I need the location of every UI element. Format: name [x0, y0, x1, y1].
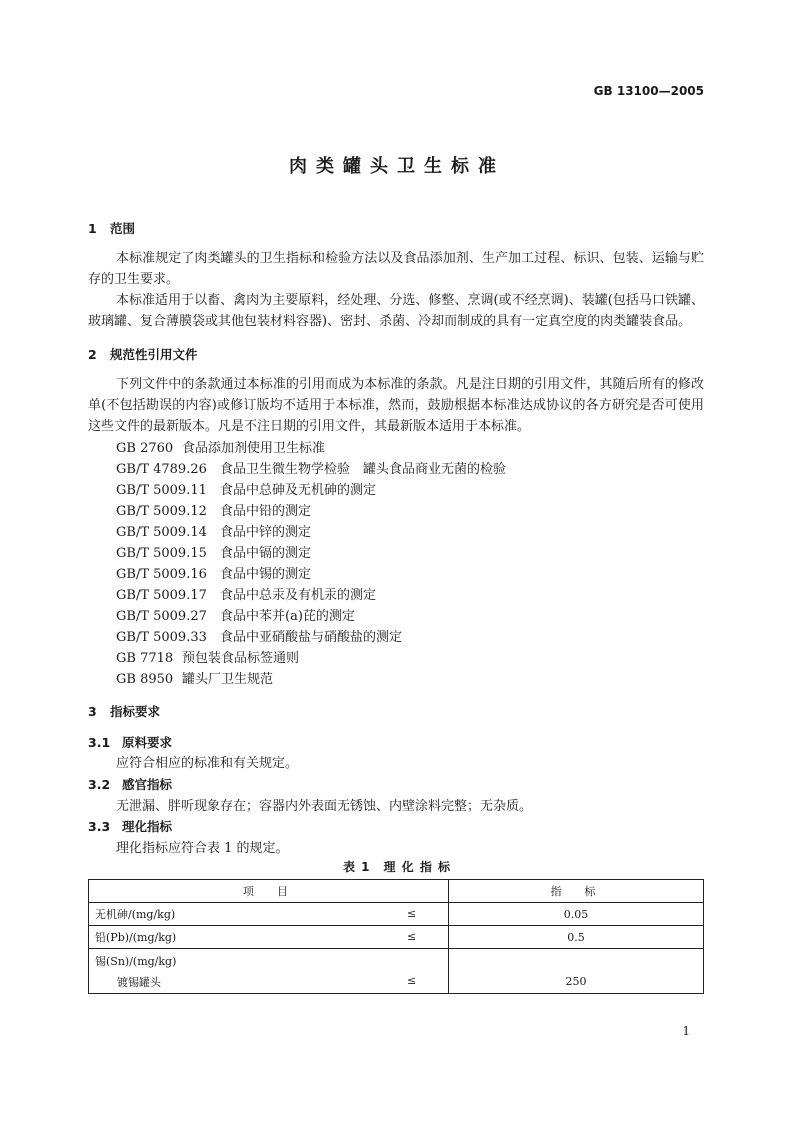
reference-item	[116, 563, 311, 582]
table-header-item: 项 目	[89, 880, 449, 903]
reference-item	[116, 500, 311, 519]
less-equal-symbol: ≤	[407, 930, 417, 943]
item-label: 锡(Sn)/(mg/kg)	[95, 955, 177, 968]
reference-code: GB/T 5009.27	[116, 609, 207, 624]
section-number: 3.3	[88, 819, 111, 834]
reference-name: 预包装食品标签通则	[182, 651, 300, 666]
reference-name: 食品中锌的测定	[220, 525, 312, 540]
item-label: 铅(Pb)/(mg/kg)	[95, 931, 177, 944]
reference-code: GB/T 5009.16	[116, 567, 207, 582]
reference-item	[116, 479, 376, 498]
reference-code: GB 8950	[116, 672, 174, 687]
item-label: 无机砷/(mg/kg)	[95, 908, 176, 921]
paragraph-scope-1: 本标准规定了肉类罐头的卫生指标和检验方法以及食品添加剂、生产加工过程、标识、包装、运输与贮存的卫生要求。	[88, 251, 704, 287]
section-3-3-heading	[88, 817, 172, 835]
physicochemical-table	[88, 879, 704, 994]
section-number: 3	[88, 704, 97, 719]
reference-item	[116, 521, 311, 540]
table-cell-item	[89, 903, 449, 926]
table-cell-item	[89, 926, 449, 949]
paragraph-scope-2: 本标准适用于以畜、禽肉为主要原料，经处理、分选、修整、烹调(或不经烹调)、装罐(包括马口铁罐、玻璃罐、复合薄膜袋或其他包装材料容器)、密封、杀菌、冷却而制成的具有一定真空度的肉类罐装食品。	[88, 293, 704, 329]
table-caption: 表 1 理 化 指 标	[342, 860, 452, 874]
reference-code: GB 2760	[116, 441, 174, 456]
paragraph-sensory: 无泄漏、胖听现象存在；容器内外表面无锈蚀、内壁涂料完整；无杂质。	[116, 799, 533, 814]
paragraph-references-intro: 下列文件中的条款通过本标准的引用而成为本标准的条款。凡是注日期的引用文件，其随后所有的修改单(不包括勘误的内容)或修订版均不适用于本标准，然而，鼓励根据本标准达成协议的各方研究是否可使用这些文件的最新版本。凡是不注日期的引用文件，其最新版本适用于本标准。	[88, 377, 704, 434]
reference-code: GB/T 5009.14	[116, 525, 207, 540]
page-number: 1	[682, 1024, 690, 1038]
section-1-heading	[88, 219, 135, 237]
reference-name: 食品中镉的测定	[220, 546, 312, 561]
reference-code: GB 7718	[116, 651, 174, 666]
table-header-value: 指 标	[449, 880, 704, 903]
reference-name: 食品中苯并(a)芘的测定	[220, 609, 355, 624]
table-row	[89, 903, 704, 926]
reference-name: 食品添加剂使用卫生标准	[182, 441, 326, 456]
reference-code: GB/T 5009.17	[116, 588, 207, 603]
reference-code: GB/T 4789.26	[116, 462, 207, 477]
reference-code: GB/T 5009.12	[116, 504, 207, 519]
reference-item	[116, 668, 273, 687]
paragraph-raw-materials: 应符合相应的标准和有关规定。	[116, 756, 299, 771]
reference-code: GB/T 5009.33	[116, 630, 207, 645]
reference-name: 食品中亚硝酸盐与硝酸盐的测定	[220, 630, 403, 645]
reference-item	[116, 437, 325, 456]
reference-item	[116, 647, 299, 666]
table-row	[89, 926, 704, 949]
section-title: 范围	[110, 221, 136, 236]
reference-name: 食品中铅的测定	[220, 504, 312, 519]
section-title: 感官指标	[122, 777, 173, 792]
section-2-heading	[88, 345, 198, 363]
reference-code: GB/T 5009.11	[116, 483, 207, 498]
section-number: 1	[88, 221, 97, 236]
reference-name: 食品卫生微生物学检验 罐头食品商业无菌的检验	[220, 462, 507, 477]
section-title: 原料要求	[122, 735, 173, 750]
section-title: 规范性引用文件	[110, 347, 198, 362]
section-title: 指标要求	[110, 704, 161, 719]
reference-item	[116, 626, 402, 645]
reference-name: 食品中总汞及有机汞的测定	[220, 588, 377, 603]
section-number: 3.1	[88, 735, 111, 750]
paragraph-physicochemical: 理化指标应符合表 1 的规定。	[116, 841, 289, 856]
table-cell-value: 0.05	[449, 903, 704, 926]
table-row	[89, 949, 704, 994]
table-cell-value: 0.5	[449, 926, 704, 949]
table-cell-item	[89, 949, 449, 994]
reference-name: 食品中总砷及无机砷的测定	[220, 483, 377, 498]
table-header-row	[89, 880, 704, 903]
section-3-1-heading	[88, 733, 172, 751]
section-3-2-heading	[88, 775, 172, 793]
standard-code: GB 13100—2005	[593, 84, 704, 98]
reference-item	[116, 605, 355, 624]
page-title: 肉类罐头卫生标准	[289, 156, 505, 177]
section-number: 2	[88, 347, 97, 362]
less-equal-symbol: ≤	[407, 907, 417, 920]
reference-item	[116, 458, 506, 477]
less-equal-symbol: ≤	[407, 974, 417, 987]
sub-item-label: 镀锡罐头	[117, 976, 161, 989]
table-cell-value: 250	[449, 949, 704, 994]
reference-name: 食品中锡的测定	[220, 567, 312, 582]
reference-code: GB/T 5009.15	[116, 546, 207, 561]
reference-item	[116, 584, 376, 603]
reference-item	[116, 542, 311, 561]
section-3-heading	[88, 702, 160, 720]
section-number: 3.2	[88, 777, 111, 792]
section-title: 理化指标	[122, 819, 173, 834]
reference-name: 罐头厂卫生规范	[182, 672, 274, 687]
